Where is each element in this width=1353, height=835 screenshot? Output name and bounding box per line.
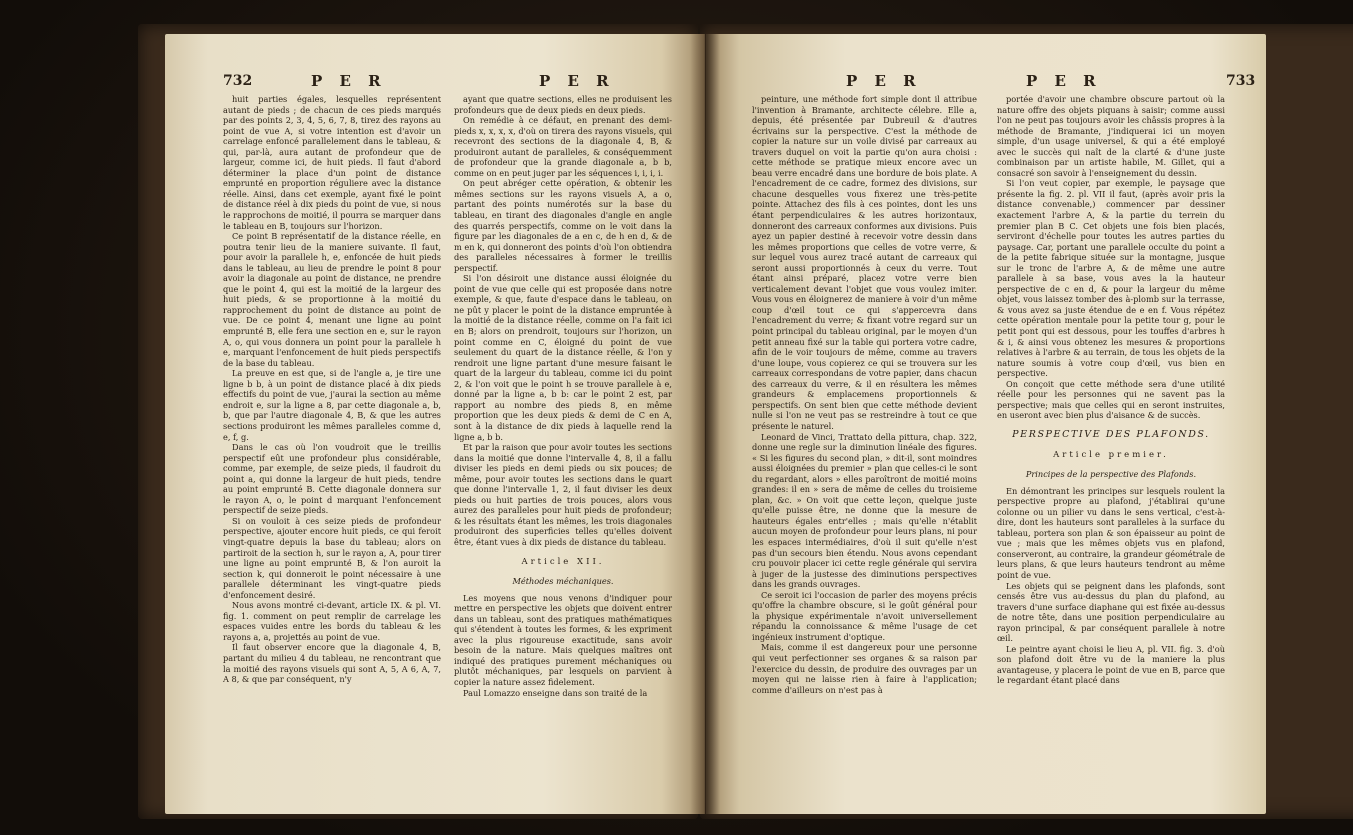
paragraph: Si on vouloit à ces seize pieds de profondeur perspective, ajouter encore huit pieds, ce qui feroit vingt-quatre depuis la base du tableau; alors on partiroit de la section h, sur le rayon a, A, pour tirer une ligne au point emprunté B, & l'on auroit la section k, qui donneroit le point nécessaire à une parallele déterminant les vingt-quatre pieds d'enfoncement desiré. [223,515,441,600]
right-page [706,34,1266,814]
paragraph: portée d'avoir une chambre obscure partout où la nature offre des objets piquans à saisir; comme aussi l'on ne peut pas toujours avoir les châssis propres à la méthode de Bramante, j'indiquerai ici un moyen simple, d'un usage universel, & qui a été employé avec le succès qui naît de la clarté & d'une juste combinaison par un artiste habile, M. Gillet, qui a consacré son savoir à l'enseignement du dessin. [997,94,1225,178]
paragraph: peinture, une méthode fort simple dont il attribue l'invention à Bramante, architecte célebre. Elle a, depuis, été présentée par Dubreuil & d'autres écrivains sur la perspective. C'est la méthode de copier la nature sur un voile divisé par carreaux au travers duquel on voit la partie qu'on aura choisi : cette méthode se pratique mieux encore avec un beau verre encadré dans une bordure de bois plate. A l'encadrement de ce cadre, formez des divisions, sur chacune desquelles vous fixerez une très-petite pointe. Attachez des fils à ces pointes, dont les uns étant perpendiculaires & les autres horizontaux, donneront des carreaux conformes aux divisions. Puis ayez un papier destiné à recevoir votre dessin dans les mêmes proportions que celles de votre verre, & sur lequel vous aurez tracé autant de carreaux qui seront aussi proportionnés à ceux du verre. Tout étant ainsi préparé, placez votre verre bien verticalement devant l'objet que vous voulez imiter. Vous vous en éloignerez de maniere à voir d'un même coup d'œil tout ce qui s'appercevra dans l'encadrement du verre; & fixant votre regard sur un point principal du tableau original, par le moyen d'un petit anneau fixé sur la table qui portera votre cadre, afin de le voir toujours de même, comme au travers d'une loupe, vous copierez ce qui se trouvera sur les carreaux correspondans de votre papier, dans chacun des carreaux du verre, & il en résultera les mêmes grandeurs & emplacemens proportionnels & perspectifs. On sent bien que cette méthode devient nulle si l'on ne veut pas se restreindre à tout ce que présente le naturel. [752,94,977,431]
paragraph: On conçoit que cette méthode sera d'une utilité réelle pour les personnes qui ne savent pas la perspective; mais que celles qui en seront instruites, en useront avec bien plus d'aisance & de succès. [997,378,1225,421]
paragraph: La preuve en est que, si de l'angle a, je tire une ligne b b, à un point de distance placé à dix pieds effectifs du point de vue, j'aurai la section au même endroit e, sur la ligne a 8, par cette diagonale a, b, b, que par l'autre diagonale 4, B, & que les autres sections produiront les mêmes paralleles comme d, e, f, g. [223,368,441,442]
running-head: P E R [311,72,387,90]
running-head: P E R [539,72,615,90]
paragraph: Et par la raison que pour avoir toutes les sections dans la moitié que donne l'intervalle 4, 8, il a fallu diviser les pieds en demi pieds ou six pouces; de même, pour avoir toutes les sections dans le quart que donne l'intervalle 1, 2, il faut diviser les deux pieds ou huit parties de trois pouces, alors vous aurez des paralleles pour huit pieds de profondeur; & les résultats étant les mêmes, les trois diagonales produiront des superficies telles qu'elles doivent être, étant vues à dix pieds de distance du tableau. [454,442,672,547]
paragraph: Paul Lomazzo enseigne dans son traité de la [463,687,648,698]
section-subtitle: Méthodes méchaniques. [512,576,614,587]
article-heading: Article premier. [1053,449,1169,460]
paragraph: Si l'on désiroit une distance aussi éloignée du point de vue que celle qui est proposée dans notre exemple, & que, faute d'espace dans le tableau, on ne pût y placer le point de la distance empruntée à la moitié de la distance réelle, comme on l'a fait ici en B; alors on prendroit, toujours sur l'horizon, un point comme en C, éloigné du point de vue seulement du quart de la distance réelle, & l'on y rendroit une ligne partant d'une mesure faisant le quart de la largeur du tableau, comme ici du point 2, & l'on voit que le point h se trouve parallele à e, donné par la ligne a, b b: car le point 2 est, par rapport au nombre des pieds 8, en même proportion que les deux pieds & demi de C en A, sont à la distance de dix pieds à laquelle rend la ligne a, b b. [454,273,672,442]
paragraph: Il faut observer encore que la diagonale 4, B, partant du milieu 4 du tableau, ne rencontrant que la moitié des rayons visuels qui sont A, 5, A 6, A, 7, A 8, & que par conséquent, n'y [223,642,441,685]
paragraph: On peut abréger cette opération, & obtenir les mêmes sections sur les rayons visuels A, a o, partant des points numérotés sur la base du tableau, en tirant des diagonales d'angle en angle des quarrés perspectifs, comme on le voit dans la figure par les diagonales de a en c, de h en d, & de m en k, qui donneront des points d'où l'on obtiendra des paralleles nécessaires à former le treillis perspectif. [454,178,672,273]
paragraph: Ce seroit ici l'occasion de parler des moyens précis qu'offre la chambre obscure, si le goût général pour la physique expérimentale n'avoit universellement répandu la connoissance & même l'usage de cet ingénieux instrument d'optique. [752,589,977,642]
text-column-2 [454,94,672,698]
paragraph: Les objets qui se peignent dans les plafonds, sont censés être vus au-dessus du plan du plafond, au travers d'une surface diaphane qui est fixée au-dessus de notre tête, dans une position perpendiculaire au rayon principal, & par conséquent parallele à notre œil. [997,580,1225,644]
text-column-1 [223,94,441,685]
section-subtitle: Principes de la perspective des Plafonds. [1025,469,1197,480]
paragraph: Mais, comme il est dangereux pour une personne qui veut perfectionner ses organes & sa raison par l'exercice du dessin, de produire des ouvrages par un moyen qui ne laisse rien à faire à l'application; comme d'ailleurs on n'est pas à [752,642,977,695]
paragraph: huit parties égales, lesquelles représentent autant de pieds ; de chacun de ces pieds marqués par des points 2, 3, 4, 5, 6, 7, 8, tirez des rayons au point de vue A, si votre intention est d'avoir un carrelage enfoncé parallelement dans le tableau, & qui, par-là, aura autant de profondeur que de largeur, comme ici, de huit pieds. Il faut d'abord déterminer la place d'un point de distance emprunté en proportion réguliere avec la distance réelle. Ainsi, dans cet exemple, ayant fixé le point de distance réel à dix pieds du point de vue, si nous le rapprochons de moitié, il pourra se marquer dans le tableau en B, toujours sur l'horizon. [223,94,441,231]
paragraph: En démontrant les principes sur lesquels roulent la perspective propre au plafond, j'établirai qu'une colonne ou un pilier vu dans le sens vertical, c'est-à-dire, dont les hauteurs sont paralleles à la surface du tableau, portera son plan & son épaisseur au point de vue ; mais que les mêmes objets vus en plafond, conserveront, au contraire, la grandeur géométrale de leurs plans, & que leurs hauteurs tendront au même point de vue. [997,485,1225,580]
paragraph: Leonard de Vinci, Trattato della pittura, chap. 322, donne une regle sur la diminution linéale des figures. « Si les figures du second plan, » dit-il, sont moindres aussi éloignées du premier » plan que celles-ci le sont du regardant, alors » elles paroîtront de moitié moins grandes: il en » sera de même de celles du troisieme plan, &c. » On voit que cette leçon, quelque juste qu'elle puisse être, ne donne que la mesure de hauteurs égales entr'elles ; mais qu'elle n'établit aucun moyen de profondeur pour leurs plans, ni pour les espaces intermédiaires, d'où il suit qu'elle n'est pas d'un secours bien étendu. Nous avons cependant cru pouvoir placer ici cette regle générale qui servira à juger de la justesse des diminutions perspectives dans les grands ouvrages. [752,431,977,590]
book-gutter [690,34,720,814]
paragraph: Si l'on veut copier, par exemple, le paysage que présente la fig. 2. pl. VII il faut, (après avoir pris la distance convenable,) commencer par dessiner exactement l'arbre A, & la partie du terrein du premier plan B C. Cet objets une fois bien placés, serviront d'échelle pour toutes les autres parties du paysage. Car, portant une parallele occulte du point a de la petite fabrique située sur la montagne, jusque sur le tronc de l'arbre A, & de même une autre parallele à sa base, vous aves la la hauteur perspective de c en d, & pour la largeur du même objet, vous laissez tomber des à-plomb sur la terrasse, & vous avez sa juste étendue de e en f. Vous répétez cette opération mentale pour la petite tour g, pour le petit pont qui est dessous, pour les touffes d'arbres h & i, & ainsi vous obtenez les mesures & proportions relatives à l'arbre & au terrain, de tous les objets de la nature soumis à votre coup d'œil, vus bien en perspective. [997,178,1225,379]
section-heading: PERSPECTIVE DES PLAFONDS. [1012,428,1210,440]
paragraph: Dans le cas où l'on voudroit que le treillis perspectif eût une profondeur plus considérable, comme, par exemple, de seize pieds, il faudroit du point a, qui donne la largeur de huit pieds, tendre au point emprunté B. Cette diagonale donnera sur le rayon A, o, le point d marquant l'enfoncement perspectif de seize pieds. [223,442,441,516]
paragraph: Ce point B représentatif de la distance réelle, en poutra tenir lieu de la maniere suivante. Il faut, pour avoir la parallele h, e, enfoncée de huit pieds dans le tableau, au lieu de prendre le point 8 pour avoir la diagonale au point de distance, ne prendre que le point 4, qui est la moitié de la largeur des huit pieds, & se proportionne à la moitié du rapprochement du point de distance au point de vue. De ce point 4, menant une ligne au point emprunté B, elle fera une section en e, sur le rayon A, o, qui vous donnera un point pour la parallele h e, marquant l'enfoncement de huit pieds perspectifs de la base du tableau. [223,231,441,368]
text-column-2 [997,94,1225,686]
left-page [165,34,705,814]
running-head: P E R [846,72,922,90]
running-head: P E R [1026,72,1102,90]
paragraph: Le peintre ayant choisi le lieu A, pl. VII. fig. 3. d'où son plafond doit être vu de la maniere la plus avantageuse, y placera le point de vue en B, parce que le regardant étant placé dans [997,643,1225,686]
paragraph: Les moyens que nous venons d'indiquer pour mettre en perspective les objets que doivent entrer dans un tableau, sont des pratiques mathématiques qui s'étendent à toutes les formes, & les expriment avec la plus rigoureuse exactitude, sans avoir besoin de la nature. Mais quelques maîtres ont indiqué des pratiques purement méchaniques ou plutôt méchaniques, par lesquels on parvient à copier la nature assez fidelement. [454,592,672,687]
text-column-1 [752,94,977,695]
paragraph: On remédie à ce défaut, en prenant des demi-pieds x, x, x, x, d'où on tirera des rayons visuels, qui recevront des sections de la diagonale 4, B, & produiront autant de paralleles, & conséquemment de profondeur que la grande diagonale a, b b, comme on en peut juger par les séquences i, i, i, i. [454,115,672,178]
paragraph: Nous avons montré ci-devant, article IX. & pl. VI. fig. 1. comment on peut remplir de carrelage les espaces vuides entre les bords du tableau & les rayons a, a, projettés au point de vue. [223,600,441,642]
paragraph: ayant que quatre sections, elles ne produisent les profondeurs que de deux pieds en deux pieds. [454,94,672,115]
page-number-left: 732 [223,73,253,89]
page-number-right: 733 [1226,73,1256,89]
article-heading: Article XII. [521,556,605,567]
